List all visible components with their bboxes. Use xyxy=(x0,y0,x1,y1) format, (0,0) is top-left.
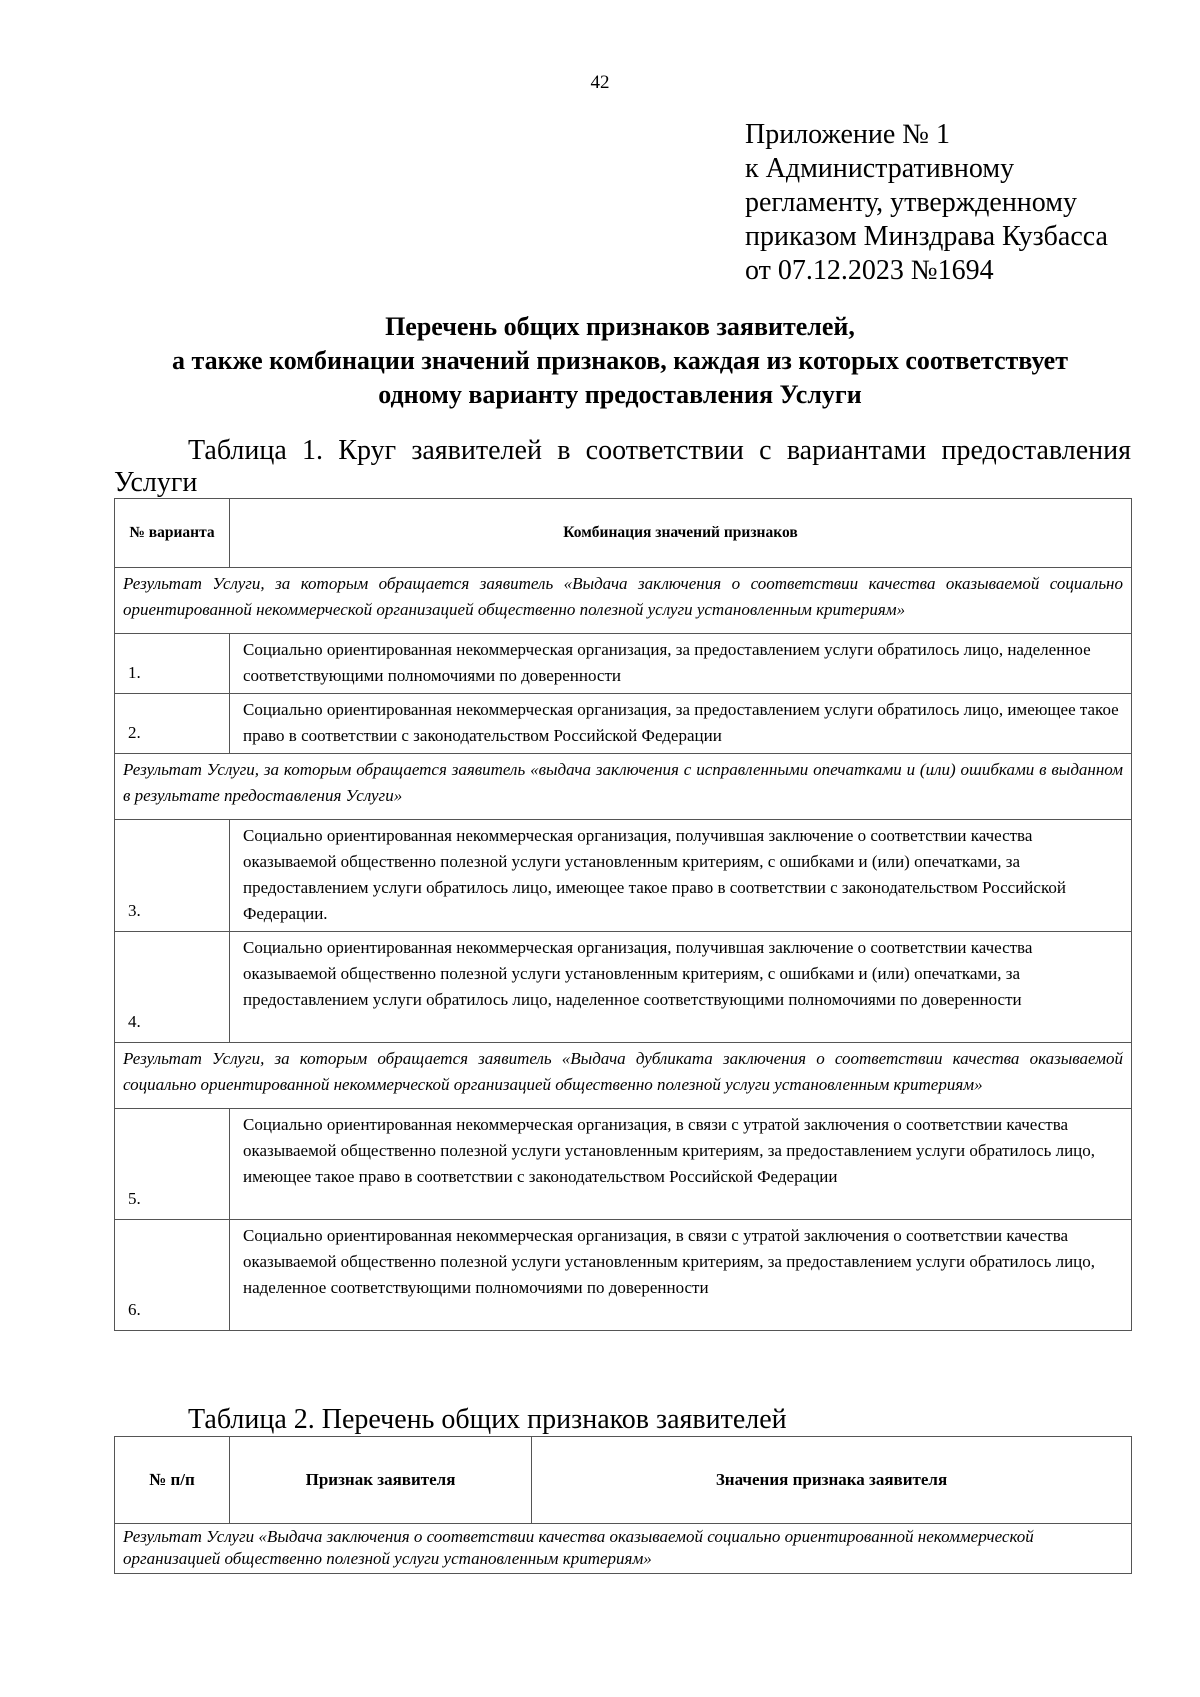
group-result-text: Результат Услуги, за которым обращается заявитель «Выдача заключения о соответствии качества оказываемой социально ориентированной некоммерческой организацией общественно полезной услуги установленным критериям» xyxy=(115,568,1132,634)
group-row xyxy=(115,754,1132,820)
header-variant-number: № варианта xyxy=(115,499,230,568)
appendix-line: регламенту, утвержденному xyxy=(745,187,1077,218)
appendix-block xyxy=(745,118,1108,288)
variant-number: 4. xyxy=(115,932,230,1043)
title-line: а также комбинации значений признаков, каждая из которых соответствует xyxy=(172,346,1068,375)
variant-number: 3. xyxy=(115,820,230,932)
appendix-line: Приложение № 1 xyxy=(745,119,950,150)
variant-text: Социально ориентированная некоммерческая организация, в связи с утратой заключения о соответствии качества оказываемой общественно полезной услуги установленным критериям, за предоставлением услуги обратилось лицо, имеющее такое право в соответствии с законодательством Российской Федерации xyxy=(230,1109,1132,1220)
appendix-line: приказом Минздрава Кузбасса xyxy=(745,221,1108,252)
title-line: одному варианту предоставления Услуги xyxy=(378,380,862,409)
title-line: Перечень общих признаков заявителей, xyxy=(385,312,855,341)
table-row xyxy=(115,1220,1132,1331)
group-row xyxy=(115,568,1132,634)
variant-text: Социально ориентированная некоммерческая организация, за предоставлением услуги обратилось лицо, наделенное соответствующими полномочиями по доверенности xyxy=(230,634,1132,694)
table-row xyxy=(115,820,1132,932)
table2-caption: Таблица 2. Перечень общих признаков заявителей xyxy=(188,1404,787,1435)
group-result-text: Результат Услуги «Выдача заключения о соответствии качества оказываемой социально ориентированной некоммерческой организацией общественно полезной услуги установленным критериям» xyxy=(115,1524,1132,1574)
table-row xyxy=(115,932,1132,1043)
group-result-text: Результат Услуги, за которым обращается заявитель «Выдача дубликата заключения о соответствии качества оказываемой социально ориентированной некоммерческой организацией общественно полезной услуги установленным критериям» xyxy=(115,1043,1132,1109)
table-header-row xyxy=(115,499,1132,568)
table-row xyxy=(115,1109,1132,1220)
variant-text: Социально ориентированная некоммерческая организация, получившая заключение о соответствии качества оказываемой общественно полезной услуги установленным критериям, с ошибками и (или) опечатками, за предоставлением услуги обратилось лицо, имеющее такое право в соответствии с законодательством Российской Федерации. xyxy=(230,820,1132,932)
variant-number: 5. xyxy=(115,1109,230,1220)
variant-number: 1. xyxy=(115,634,230,694)
document-title xyxy=(110,310,1130,412)
header-values: Значения признака заявителя xyxy=(532,1437,1132,1524)
group-result-text: Результат Услуги, за которым обращается заявитель «выдача заключения с исправленными опечатками и (или) ошибками в выданном в результате предоставления Услуги» xyxy=(115,754,1132,820)
header-combination: Комбинация значений признаков xyxy=(230,499,1132,568)
variant-text: Социально ориентированная некоммерческая организация, за предоставлением услуги обратилось лицо, имеющее такое право в соответствии с законодательством Российской Федерации xyxy=(230,694,1132,754)
variant-text: Социально ориентированная некоммерческая организация, получившая заключение о соответствии качества оказываемой общественно полезной услуги установленным критериям, с ошибками и (или) опечатками, за предоставлением услуги обратилось лицо, наделенное соответствующими полномочиями по доверенности xyxy=(230,932,1132,1043)
appendix-line: от 07.12.2023 №1694 xyxy=(745,255,994,286)
variant-text: Социально ориентированная некоммерческая организация, в связи с утратой заключения о соответствии качества оказываемой общественно полезной услуги установленным критериям, за предоставлением услуги обратилось лицо, наделенное соответствующими полномочиями по доверенности xyxy=(230,1220,1132,1331)
table1-caption: Таблица 1. Круг заявителей в соответствии с вариантами предоставления Услуги xyxy=(114,435,1131,498)
header-number: № п/п xyxy=(115,1437,230,1524)
group-row xyxy=(115,1524,1132,1574)
variant-number: 6. xyxy=(115,1220,230,1331)
attributes-table xyxy=(114,1436,1132,1574)
header-attribute: Признак заявителя xyxy=(230,1437,532,1524)
group-row xyxy=(115,1043,1132,1109)
table-row xyxy=(115,694,1132,754)
appendix-line: к Административному xyxy=(745,153,1015,184)
page-number: 42 xyxy=(590,72,610,93)
variant-number: 2. xyxy=(115,694,230,754)
table-header-row xyxy=(115,1437,1132,1524)
applicants-table xyxy=(114,498,1132,1331)
table-row xyxy=(115,634,1132,694)
